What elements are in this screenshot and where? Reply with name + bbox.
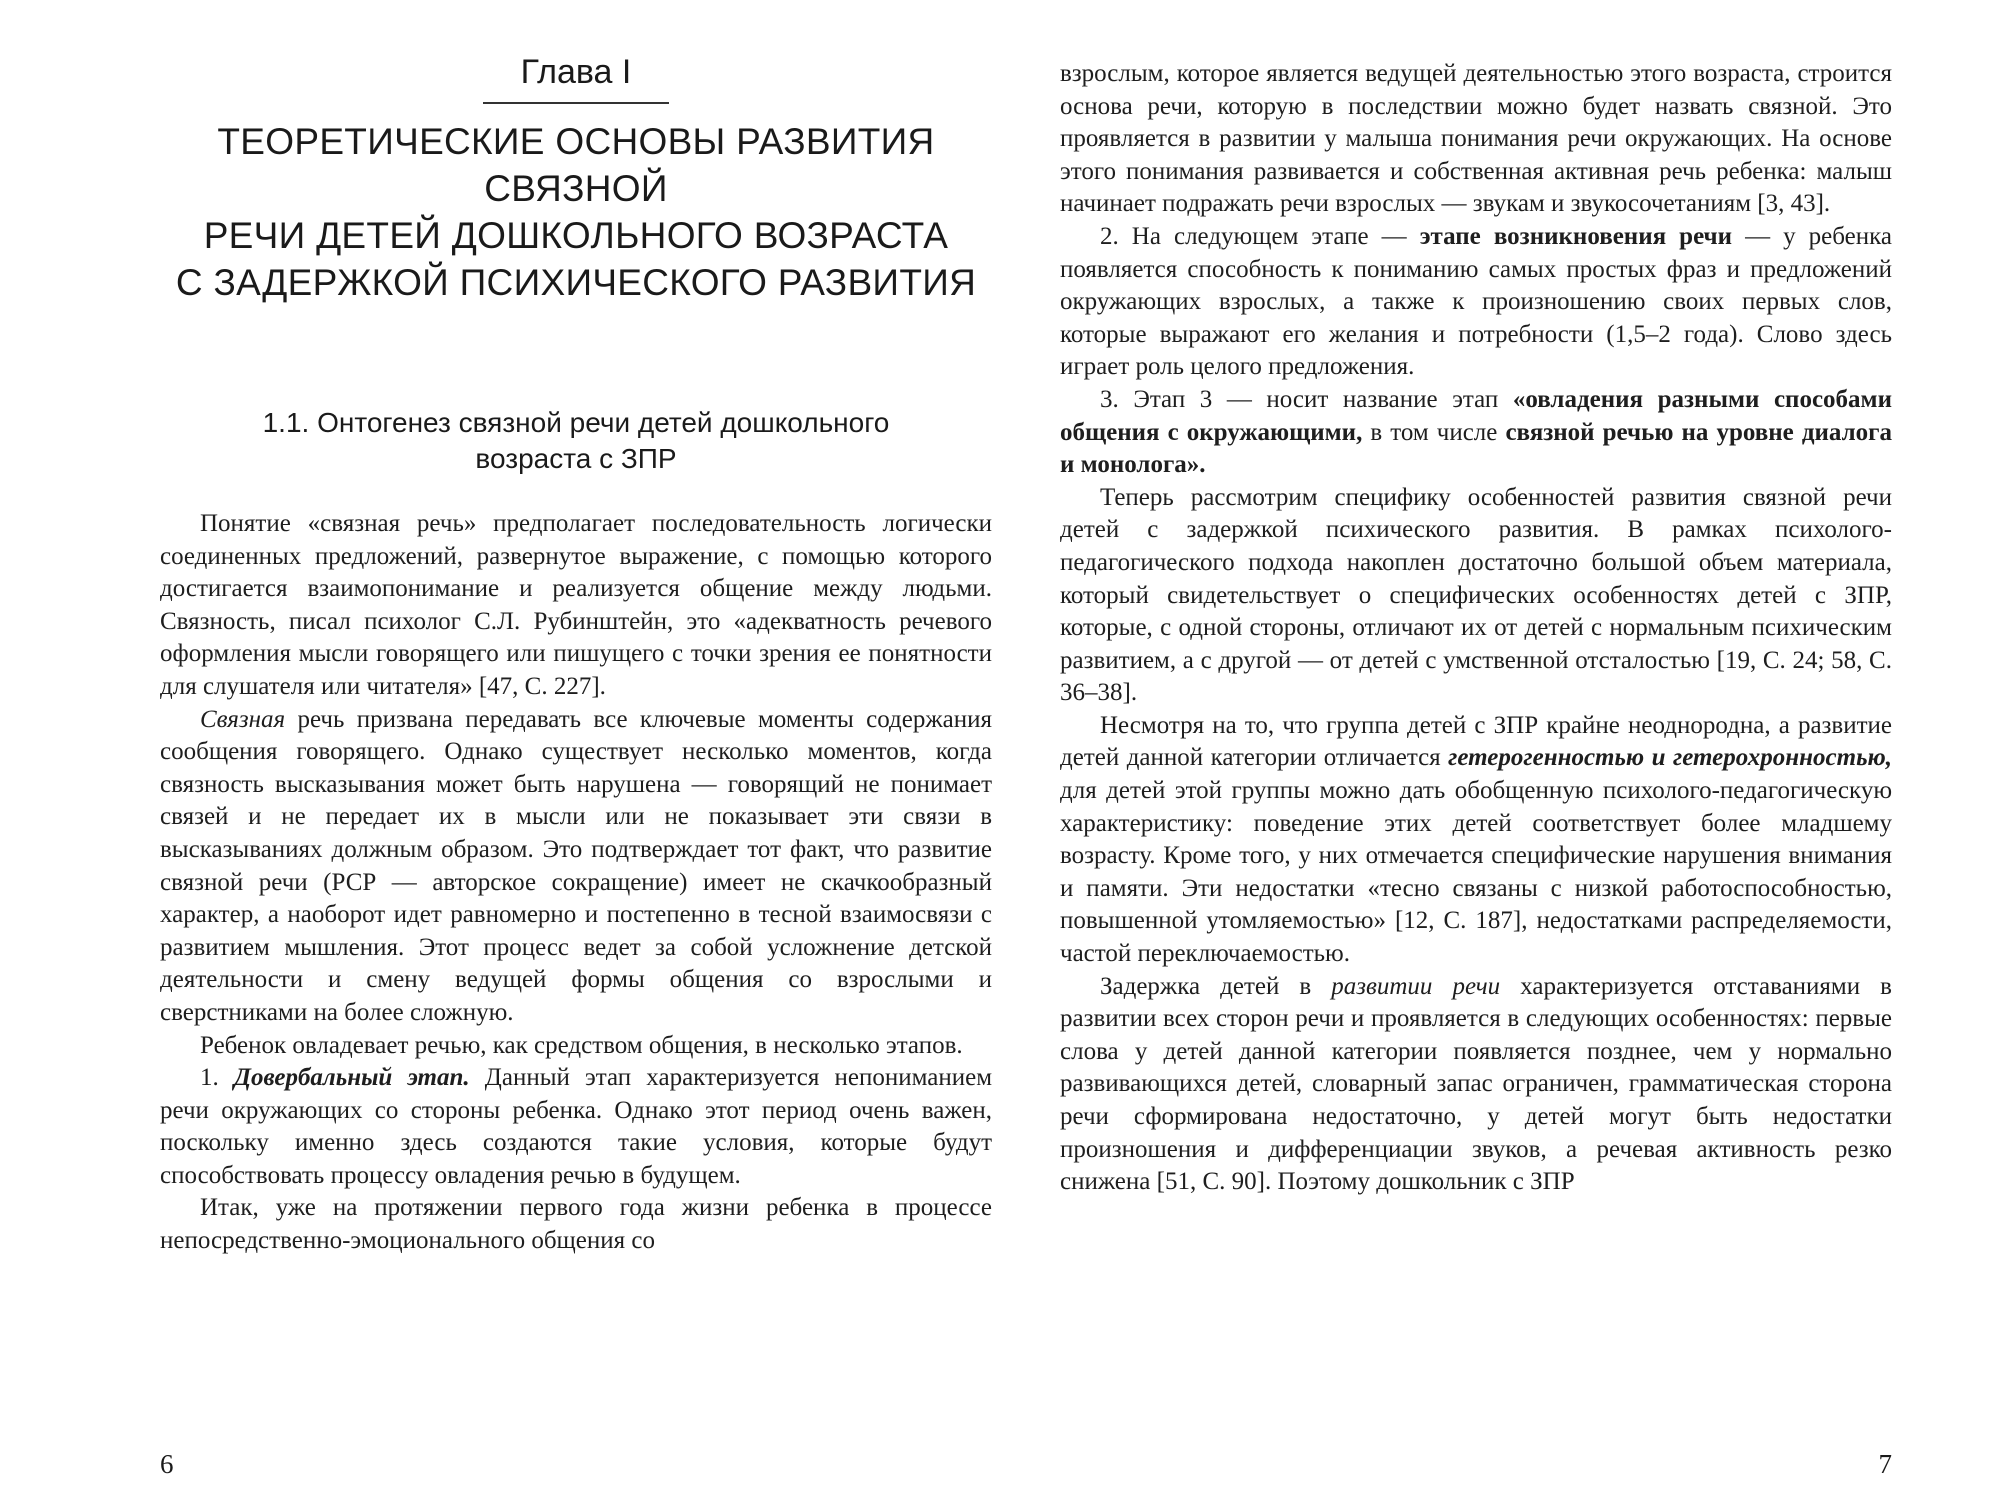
paragraph-text: речь призвана передавать все ключевые моменты содержания сообщения говорящего. Однако существует несколько моментов, когда связность высказывания может быть нарушена — говорящий не понимает связей и не передает их в мысли или не показывает эти связи в высказываниях должным образом. Это подтверждает тот факт, что развитие связной речи (РСР — авторское сокращение) имеет не скачкообразный характер, а наоборот идет равномерно и постепенно в тесной взаимосвязи с развитием мышления. Этот процесс ведет за собой усложнение детской деятельности и смену ведущей формы общения со взрослыми и сверстниками на более сложную. [160,705,992,1026]
section-title [160,405,992,477]
bold-italic-term: гетерогенностью и гетерохронностью, [1448,744,1892,772]
chapter-label: Глава I [520,53,632,91]
paragraph-text: 3. Этап 3 — носит название этап [1100,385,1513,413]
right-body-text [1060,58,1892,1199]
paragraph-text: для детей этой группы можно дать обобщенную психолого-педагогическую характеристику: поведение этих детей соответствует более младшему возрасту. Кроме того, у них отмечается специфические нарушения внимания и памяти. Эти недостатки «тесно связаны с низкой работоспособностью, повышенной утомляемостью» [12, С. 187], недостатками распределяемости, частой переключаемостью. [1060,777,1892,968]
chapter-rule [483,102,669,104]
chapter-title-line: ТЕОРЕТИЧЕСКИЕ ОСНОВЫ РАЗВИТИЯ СВЯЗНОЙ [217,121,935,209]
paragraph [1060,221,1892,384]
italic-term: Связная [200,705,286,733]
paragraph [1060,971,1892,1199]
chapter-title [160,118,992,306]
paragraph: Понятие «связная речь» предполагает последовательность логически соединенных предложений, развернутое выражение, с помощью которого достигается взаимопонимание и реализуется общение между людьми. Связность, писал психолог С.Л. Рубинштейн, это «адекватность речевого оформления мысли говорящего или пишущего с точки зрения ее понятности для слушателя или читателя» [47, С. 227]. [160,510,992,700]
chapter-heading [160,50,992,306]
section-title-line: 1.1. Онтогенез связной речи детей дошкольного [262,407,890,438]
paragraph: взрослым, которое является ведущей деятельностью этого возраста, строится основа речи, которую в последствии можно будет назвать связной. Это проявляется в развитии у малыша понимания речи окружающих. На основе этого понимания развивается и собственная активная речь ребенка: малыш начинает подражать речи взрослых — звукам и звукосочетаниям [3, 43]. [1060,60,1892,218]
page-number: 7 [1878,1449,1892,1479]
paragraph: Итак, уже на протяжении первого года жизни ребенка в процессе непосредственно-эмоционального общения со [160,1194,992,1255]
paragraph [1060,710,1892,971]
bold-term: этапе возникновения речи [1419,222,1733,250]
bold-term: «овладения разными способами общения с окружающими, [1060,385,1892,446]
chapter-title-line: С ЗАДЕРЖКОЙ ПСИХИЧЕСКОГО РАЗВИТИЯ [175,262,977,303]
list-number: 1. [200,1064,234,1092]
bold-italic-term: Довербальный этап. [233,1064,470,1092]
section-title-line: возраста с ЗПР [475,443,677,474]
paragraph [160,1062,992,1192]
paragraph: Теперь рассмотрим специфику особенностей развития связной речи детей с задержкой психического развития. В рамках психолого-педагогического подхода накоплен достаточно большой объем материала, который свидетельствует о специфических особенностях детей с ЗПР, которые, с одной стороны, отличают их от детей с нормальным психическим развитием, а с другой — от детей с умственной отсталостью [19, С. 24; 58, С. 36–38]. [1060,483,1892,707]
bold-term: связной речью на уровне диалога и монолога». [1060,418,1892,479]
paragraph-text: 2. На следующем этапе — [1100,222,1420,250]
left-body-text [160,508,992,1258]
paragraph-text: Несмотря на то, что группа детей с ЗПР крайне неоднородна, а развитие детей данной категории отличается [1060,711,1892,772]
paragraph-text: в том числе [1362,418,1506,446]
paragraph-text: Данный этап характеризуется непониманием речи окружающих со стороны ребенка. Однако этот период очень важен, поскольку именно здесь создаются такие условия, которые будут способствовать процессу овладения речью в будущем. [160,1064,993,1189]
paragraph [1060,384,1892,482]
paragraph [160,704,992,1030]
paragraph-text: — у ребенка появляется способность к пониманию самых простых фраз и предложений окружающих взрослых, а также к произношению своих первых слов, которые выражают его желания и потребности (1,5–2 года). Слово здесь играет роль целого предложения. [1060,222,1892,381]
page-number: 6 [160,1449,174,1479]
chapter-title-line: РЕЧИ ДЕТЕЙ ДОШКОЛЬНОГО ВОЗРАСТА [203,215,949,256]
paragraph: Ребенок овладевает речью, как средством общения, в несколько этапов. [200,1031,963,1059]
paragraph-text: Задержка детей в [1100,972,1332,1000]
italic-term: развитии речи [1331,972,1501,1000]
paragraph-text: характеризуется отставаниями в развитии всех сторон речи и проявляется в следующих особенностях: первые слова у детей данной категории появляется позднее, чем у нормально развивающихся детей, словарный запас ограничен, грамматическая сторона речи сформирована недостаточно, у детей могут быть недостатки произношения и дифференциации звуков, а речевая активность резко снижена [51, С. 90]. Поэтому дошкольник с ЗПР [1060,972,1892,1196]
